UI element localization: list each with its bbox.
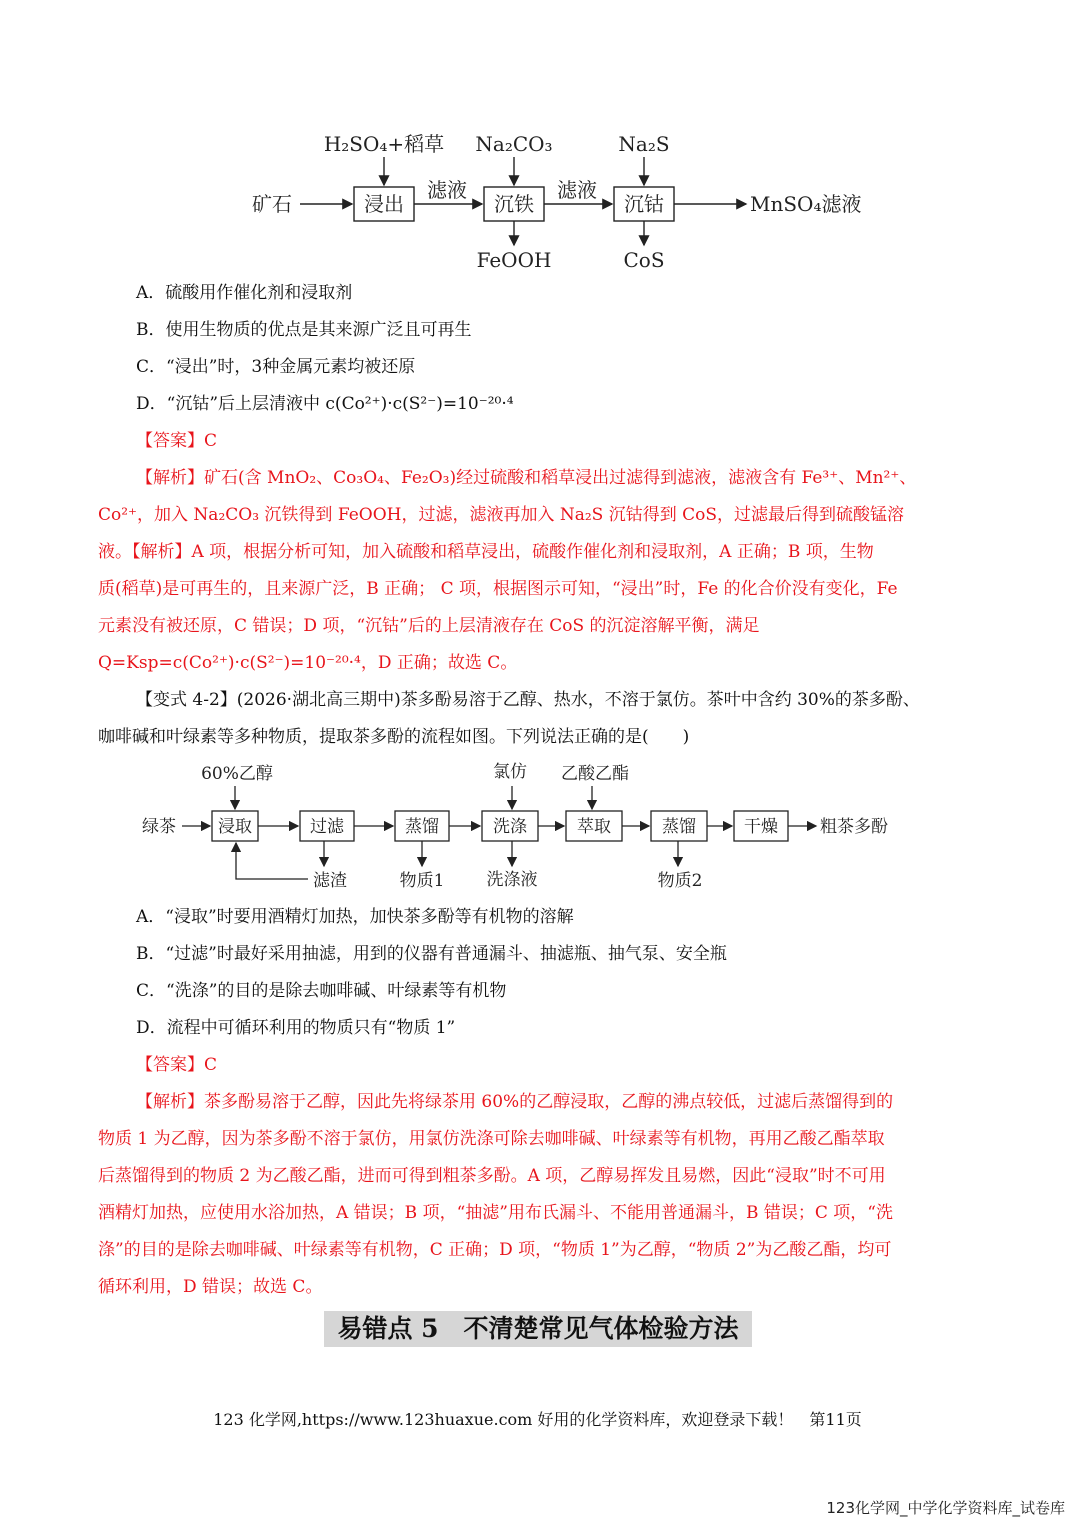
q1-option-b: B．使用生物质的优点是其来源广泛且可再生 bbox=[136, 320, 472, 340]
flow-diagram-1 bbox=[240, 125, 880, 275]
q1-analysis-line: Co²⁺，加入 Na₂CO₃ 沉铁得到 FeOOH，过滤，滤液再加入 Na₂S 沉钴得到 CoS，过滤最后得到硫酸锰溶 bbox=[98, 505, 905, 525]
watermark-text: 123化学网_中学化学资料库_试卷库 bbox=[826, 1499, 1065, 1517]
flow2-step-3: 蒸馏 bbox=[405, 817, 439, 837]
q2-analysis-line: 物质 1 为乙醇，因为茶多酚不溶于氯仿，用氯仿洗涤可除去咖啡碱、叶绿素等有机物，再用乙酸乙酯萃取 bbox=[98, 1129, 885, 1149]
flow-diagram-2 bbox=[140, 758, 900, 893]
q2-analysis-line: 酒精灯加热，应使用水浴加热，A 错误；B 项，“抽滤”用布氏漏斗、不能用普通漏斗，B 错误；C 项，“洗 bbox=[98, 1203, 893, 1223]
flow1-reagent-3: Na₂S bbox=[618, 132, 670, 156]
flow1-start: 矿石 bbox=[252, 192, 292, 216]
q1-option-d: D．“沉钴”后上层清液中 c(Co²⁺)·c(S²⁻)=10⁻²⁰·⁴ bbox=[136, 394, 514, 414]
q1-analysis-line: 【解析】矿石(含 MnO₂、Co₃O₄、Fe₂O₃)经过硫酸和稻草浸出过滤得到滤液，滤液含有 Fe³⁺、Mn²⁺、 bbox=[136, 468, 917, 488]
flow2-product-2: 物质1 bbox=[399, 871, 445, 891]
q2-stem-line: 咖啡碱和叶绿素等多种物质，提取茶多酚的流程如图。下列说法正确的是( ) bbox=[98, 727, 690, 747]
flow2-reagent-2: 氯仿 bbox=[493, 762, 527, 782]
q2-analysis-line: 后蒸馏得到的物质 2 为乙酸乙酯，进而可得到粗茶多酚。A 项，乙醇易挥发且易燃，因此“浸取”时不可用 bbox=[98, 1166, 886, 1186]
q2-option-d: D．流程中可循环利用的物质只有“物质 1” bbox=[136, 1018, 456, 1038]
q1-analysis-line: 液。【解析】A 项，根据分析可知，加入硫酸和稻草浸出，硫酸作催化剂和浸取剂，A 正确；B 项，生物 bbox=[98, 542, 874, 562]
flow2-step-2: 过滤 bbox=[310, 817, 344, 837]
q2-option-b: B．“过滤”时最好采用抽滤，用到的仪器有普通漏斗、抽滤瓶、抽气泵、安全瓶 bbox=[136, 944, 727, 964]
flow1-end: MnSO₄滤液 bbox=[750, 192, 862, 216]
flow2-step-6: 蒸馏 bbox=[662, 817, 696, 837]
flow2-reagent-3: 乙酸乙酯 bbox=[561, 764, 629, 784]
q1-analysis-line: 元素没有被还原，C 错误；D 项，“沉钴”后的上层清液存在 CoS 的沉淀溶解平衡，满足 bbox=[98, 616, 760, 636]
flow1-product-1: FeOOH bbox=[476, 248, 552, 272]
q2-answer: 【答案】C bbox=[136, 1055, 218, 1075]
q2-option-c: C．“洗涤”的目的是除去咖啡碱、叶绿素等有机物 bbox=[136, 981, 507, 1001]
section-title: 易错点 5 不清楚常见气体检验方法 bbox=[324, 1311, 752, 1347]
flow1-product-2: CoS bbox=[623, 248, 665, 272]
flow1-step-2: 沉铁 bbox=[494, 192, 534, 216]
flow1-reagent-2: Na₂CO₃ bbox=[475, 132, 553, 156]
flow2-start: 绿茶 bbox=[142, 817, 176, 837]
q1-analysis-line: Q=Ksp=c(Co²⁺)·c(S²⁻)=10⁻²⁰·⁴，D 正确；故选 C。 bbox=[98, 653, 518, 673]
flow1-reagent-1: H₂SO₄+稻草 bbox=[323, 132, 445, 156]
q1-option-c: C．“浸出”时，3种金属元素均被还原 bbox=[136, 357, 416, 377]
flow1-step-3: 沉钴 bbox=[624, 192, 664, 216]
q2-stem-line: 【变式 4-2】(2026·湖北高三期中)茶多酚易溶于乙醇、热水，不溶于氯仿。茶叶中含约 30%的茶多酚、 bbox=[136, 690, 920, 710]
q2-analysis-line: 循环利用，D 错误；故选 C。 bbox=[98, 1277, 323, 1297]
flow1-arrow-label-1: 滤液 bbox=[427, 178, 467, 202]
flow2-step-4: 洗涤 bbox=[493, 817, 527, 837]
flow2-step-7: 干燥 bbox=[744, 817, 778, 837]
flow2-end: 粗茶多酚 bbox=[820, 817, 888, 837]
q2-analysis-line: 涤”的目的是除去咖啡碱、叶绿素等有机物，C 正确；D 项，“物质 1”为乙醇，“物质 2”为乙酸乙酯，均可 bbox=[98, 1240, 892, 1260]
q2-analysis-line: 【解析】茶多酚易溶于乙醇，因此先将绿茶用 60%的乙醇浸取，乙醇的沸点较低，过滤后蒸馏得到的 bbox=[136, 1092, 894, 1112]
flow2-step-1: 浸取 bbox=[218, 817, 252, 837]
flow1-arrow-label-2: 滤液 bbox=[557, 178, 597, 202]
flow2-step-5: 萃取 bbox=[577, 817, 611, 837]
flow2-product-4: 物质2 bbox=[657, 871, 703, 891]
flow2-product-3: 洗涤液 bbox=[486, 870, 538, 890]
q1-option-a: A．硫酸用作催化剂和浸取剂 bbox=[136, 283, 353, 303]
flow2-reagent-1: 60%乙醇 bbox=[201, 764, 273, 784]
flow2-product-1: 滤渣 bbox=[313, 871, 347, 891]
q1-answer: 【答案】C bbox=[136, 431, 218, 451]
page-footer: 123 化学网,https://www.123huaxue.com 好用的化学资料库，欢迎登录下载！ 第11页 bbox=[213, 1410, 862, 1429]
q1-analysis-line: 质(稻草)是可再生的，且来源广泛，B 正确； C 项，根据图示可知，“浸出”时，Fe 的化合价没有变化，Fe bbox=[98, 579, 898, 599]
q2-option-a: A．“浸取”时要用酒精灯加热，加快茶多酚等有机物的溶解 bbox=[136, 907, 574, 927]
flow1-step-1: 浸出 bbox=[364, 192, 404, 216]
